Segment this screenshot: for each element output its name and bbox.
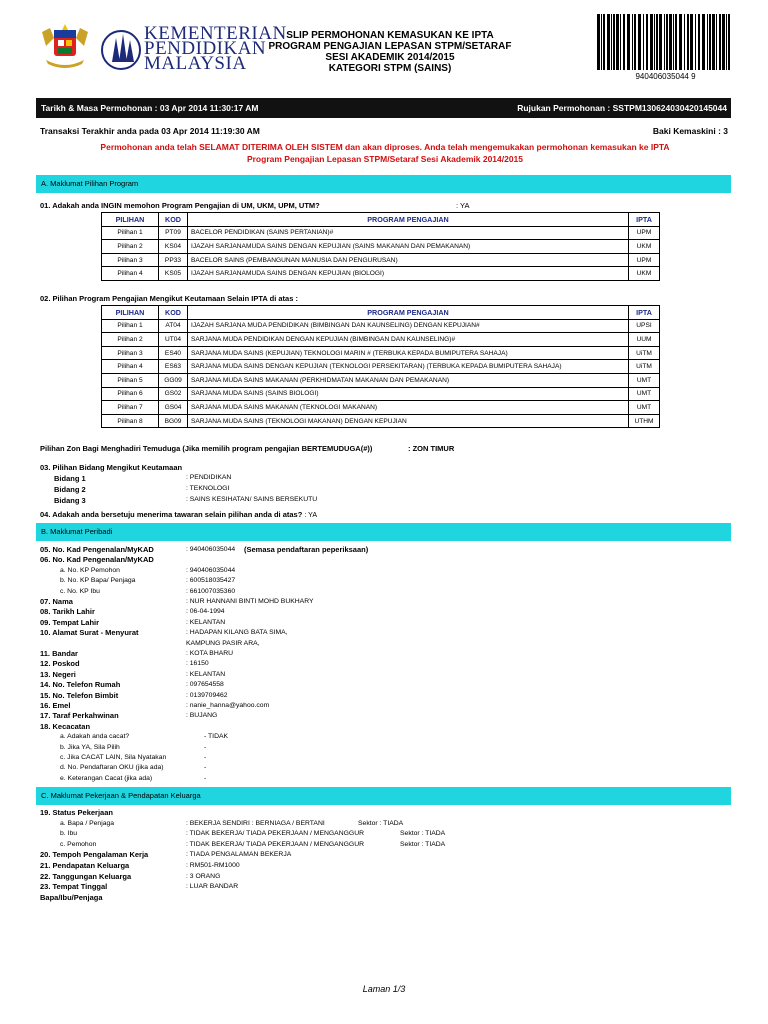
- field-value: : 3 ORANG: [186, 872, 221, 880]
- field-label: 09. Tempat Lahir: [40, 617, 100, 627]
- cell-ipta: UMT: [629, 387, 660, 401]
- cell-kod: KS04: [159, 240, 188, 254]
- title-line-4: KATEGORI STPM (SAINS): [328, 63, 452, 74]
- field-label: 05. No. Kad Pengenalan/MyKAD: [40, 545, 154, 554]
- barcode-bar: [698, 14, 700, 70]
- barcode-bar: [603, 14, 605, 70]
- barcode-bar: [659, 14, 662, 70]
- section-c-header: [36, 787, 731, 805]
- field-label: 16. Emel: [40, 701, 71, 710]
- question-01: [40, 201, 320, 210]
- field-value: : RM501-RM1000: [186, 862, 240, 869]
- question-03: 03. Pilihan Bidang Mengikut Keutamaan: [40, 463, 183, 472]
- barcode-bar: [664, 14, 665, 70]
- cell-ipta: UPM: [629, 253, 660, 267]
- cell-program: SARJANA MUDA PENDIDIKAN DENGAN KEPUJIAN (BIMBINGAN DAN KAUNSELING)#: [188, 333, 629, 347]
- cell-ipta: UTHM: [629, 414, 660, 428]
- title-line-1: SLIP PERMOHONAN KEMASUKAN KE IPTA: [286, 30, 494, 41]
- field-value: - TIDAK: [204, 733, 229, 741]
- barcode-bar: [650, 14, 653, 70]
- field-label: 13. Negeri: [40, 669, 76, 679]
- section-c-title: C. Maklumat Pekerjaan & Pendapatan Keluarga: [41, 791, 201, 800]
- malaysia-coat-of-arms-icon: [36, 24, 94, 70]
- barcode-bar: [646, 14, 648, 70]
- barcode-bar: [638, 14, 641, 70]
- field-value: : 097654558: [186, 681, 224, 689]
- barcode-icon: [595, 14, 733, 70]
- col-program: PROGRAM PENGAJIAN: [188, 306, 629, 320]
- barcode-bar: [654, 14, 655, 70]
- field-value: : nanie_hanna@yahoo.com: [186, 702, 270, 709]
- barcode-bar: [656, 14, 658, 70]
- table-row: [102, 360, 660, 374]
- barcode-bar: [673, 14, 674, 70]
- cell-pilihan: Pilihan 8: [102, 414, 159, 428]
- cell-kod: GS04: [159, 401, 188, 415]
- table-row: [102, 373, 660, 387]
- cell-program: SARJANA MUDA SAINS (KEPUJIAN) TEKNOLOGI MARIN # (TERBUKA KEPADA BUMIPUTERA SAHAJA): [188, 346, 629, 360]
- barcode-bar: [726, 14, 727, 70]
- field-sektor: Sektor : TIADA: [400, 830, 446, 838]
- field-label: 07. Nama: [40, 597, 73, 606]
- page-header: [0, 0, 768, 95]
- field-value: : TIDAK BEKERJA/ TIADA PEKERJAAN / MENGANGGUR: [186, 830, 365, 838]
- field-label: 21. Pendapatan Keluarga: [40, 861, 130, 870]
- cell-pilihan: Pilihan 3: [102, 346, 159, 360]
- logo-line-2: PENDIDIKAN: [144, 38, 267, 59]
- barcode-bar: [627, 14, 630, 70]
- barcode-bar: [684, 14, 685, 70]
- cell-program: IJAZAH SARJANA MUDA PENDIDIKAN (BIMBINGAN DAN KAUNSELING) DENGAN KEPUJIAN#: [188, 319, 629, 333]
- zon-label: Pilihan Zon Bagi Menghadiri Temuduga (Jika memilih program pengajian BERTEMUDUGA(#)): [40, 444, 373, 453]
- cell-ipta: UMT: [629, 373, 660, 387]
- field-value: : 16150: [186, 660, 209, 668]
- field-value: : 600518035427: [186, 577, 236, 585]
- field-sublabel: c. No. KP Ibu: [60, 587, 100, 595]
- barcode-bar: [623, 14, 625, 70]
- bidang-value: : TEKNOLOGI: [186, 485, 230, 492]
- cell-kod: KS05: [159, 267, 188, 281]
- question-04: [40, 510, 317, 519]
- barcode-bar: [597, 14, 600, 70]
- barcode-bar: [722, 14, 725, 70]
- bidang-label: Bidang 2: [54, 485, 86, 494]
- field-value: : TIDAK BEKERJA/ TIADA PEKERJAAN / MENGANGGUR: [186, 840, 365, 848]
- cell-program: SARJANA MUDA SAINS MAKANAN (PERKHIDMATAN MAKANAN DAN PEMAKANAN): [188, 373, 629, 387]
- field-label: 10. Alamat Surat - Menyurat: [40, 628, 139, 638]
- field-value: : KOTA BHARU: [186, 650, 234, 657]
- field-value: -: [204, 743, 207, 751]
- title-line-2: PROGRAM PENGAJIAN LEPASAN STPM/SETARAF: [268, 41, 512, 52]
- field-label: 19. Status Pekerjaan: [40, 808, 113, 817]
- kpm-logo-icon: [100, 26, 142, 74]
- cell-program: IJAZAH SARJANAMUDA SAINS DENGAN KEPUJIAN (BIOLOGI): [188, 267, 629, 281]
- last-transaction: Transaksi Terakhir anda pada 03 Apr 2014 11:19:30 AM: [40, 126, 260, 136]
- application-datetime: Tarikh & Masa Permohonan : 03 Apr 2014 11:30:17 AM: [41, 103, 259, 113]
- cell-ipta: UKM: [629, 267, 660, 281]
- zon-value: : ZON TIMUR: [408, 444, 455, 453]
- cell-program: BACELOR PENDIDIKAN (SAINS PERTANIAN)#: [188, 226, 629, 240]
- table-row: [102, 333, 660, 347]
- field-label: 23. Tempat Tinggal: [40, 882, 108, 892]
- cell-kod: BG09: [159, 414, 188, 428]
- barcode-bar: [695, 14, 696, 70]
- cell-pilihan: Pilihan 4: [102, 360, 159, 374]
- field-value: KAMPUNG PASIR ARA,: [186, 639, 260, 647]
- barcode-bar: [675, 14, 677, 70]
- field-label: 14. No. Telefon Rumah: [40, 680, 121, 690]
- barcode-bar: [620, 14, 621, 70]
- table-header-row: [102, 306, 660, 320]
- cell-ipta: UiTM: [629, 360, 660, 374]
- application-info-bar: [36, 98, 731, 118]
- field-value: -: [204, 764, 207, 772]
- field-sublabel: c. Pemohon: [60, 840, 97, 848]
- question-01-text: 01. Adakah anda INGIN memohon Program Pengajian di UM, UKM, UPM, UTM?: [40, 201, 320, 210]
- section-a-title: A. Maklumat Pilihan Program: [41, 179, 139, 188]
- barcode-bar: [719, 14, 721, 70]
- field-sublabel: b. Jika YA, Sila Pilih: [60, 743, 120, 751]
- field-value: : TIADA PENGALAMAN BEKERJA: [186, 851, 292, 859]
- field-value: : 661007035360: [186, 587, 236, 595]
- field-label: 22. Tanggungan Keluarga: [40, 871, 132, 881]
- field-sektor: Sektor : TIADA: [358, 819, 404, 827]
- field-label: 06. No. Kad Pengenalan/MyKAD: [40, 555, 154, 565]
- cell-program: SARJANA MUDA SAINS DENGAN KEPUJIAN (TEKNOLOGI PERSEKITARAN) (TERBUKA KEPADA BUMIPUTERA SAHAJA): [188, 360, 629, 374]
- barcode-bar: [607, 14, 610, 70]
- question-02: 02. Pilihan Program Pengajian Mengikut Keutamaan Selain IPTA di atas :: [40, 294, 298, 303]
- cell-program: BACELOR SAINS (PEMBANGUNAN MANUSIA DAN PENGURUSAN): [188, 253, 629, 267]
- field-label: Bapa/Ibu/Penjaga: [40, 892, 103, 902]
- cell-kod: GS02: [159, 387, 188, 401]
- cell-program: IJAZAH SARJANAMUDA SAINS DENGAN KEPUJIAN (SAINS MAKANAN DAN PEMAKANAN): [188, 240, 629, 254]
- field-value: : BEKERJA SENDIRI : BERNIAGA / BERTANI: [186, 819, 325, 827]
- field-sektor: Sektor : TIADA: [400, 840, 446, 848]
- question-04-answer: : YA: [304, 512, 317, 519]
- cell-ipta: UPSI: [629, 319, 660, 333]
- field-label: 20. Tempoh Pengalaman Kerja: [40, 850, 149, 860]
- table-header-row: [102, 213, 660, 227]
- bidang-label: Bidang 1: [54, 474, 86, 483]
- cell-kod: GG09: [159, 373, 188, 387]
- table-row: [102, 346, 660, 360]
- col-program: PROGRAM PENGAJIAN: [188, 213, 629, 227]
- logo-line-3: MALAYSIA: [144, 53, 247, 74]
- notice-line-1: Permohonan anda telah SELAMAT DITERIMA OLEH SISTEM dan akan diproses. Anda telah mengemukakan permohonan kemasukan ke IPTA: [100, 142, 670, 152]
- field-sublabel: c. Jika CACAT LAIN, Sila Nyatakan: [60, 754, 167, 761]
- page-number: Laman 1/3: [362, 984, 406, 994]
- cell-kod: ES63: [159, 360, 188, 374]
- cell-pilihan: Pilihan 5: [102, 373, 159, 387]
- table-row: [102, 387, 660, 401]
- field-sublabel: d. No. Pendaftaran OKU (jika ada): [60, 764, 164, 772]
- section-b-header: [36, 523, 731, 541]
- barcode-bar: [687, 14, 689, 70]
- application-reference: Rujukan Permohonan : SSTPM130624030420145044: [517, 103, 727, 113]
- success-notice: [60, 141, 710, 165]
- field-sublabel: b. Ibu: [60, 830, 78, 838]
- field-value: : 06-04-1994: [186, 608, 225, 616]
- table-row: [102, 319, 660, 333]
- barcode-bar: [716, 14, 717, 70]
- barcode-bar: [601, 14, 602, 70]
- field-value: : KELANTAN: [186, 670, 226, 678]
- cell-pilihan: Pilihan 1: [102, 226, 159, 240]
- barcode-bar: [709, 14, 711, 70]
- barcode-bar: [728, 14, 730, 70]
- cell-ipta: UKM: [629, 240, 660, 254]
- cell-pilihan: Pilihan 1: [102, 319, 159, 333]
- barcode-bar: [634, 14, 636, 70]
- cell-ipta: UiTM: [629, 346, 660, 360]
- field-sublabel: a. Adakah anda cacat?: [60, 733, 130, 741]
- table-row: [102, 240, 660, 254]
- table-row: [102, 401, 660, 415]
- barcode-bar: [643, 14, 644, 70]
- field-sublabel: a. Bapa / Penjaga: [60, 819, 115, 827]
- field-value: : 940406035044: [186, 566, 236, 574]
- cell-ipta: UPM: [629, 226, 660, 240]
- col-kod: KOD: [159, 213, 188, 227]
- barcode-bar: [611, 14, 612, 70]
- field-value: : LUAR BANDAR: [186, 883, 239, 891]
- barcode-bar: [613, 14, 615, 70]
- notice-line-2: Program Pengajian Lepasan STPM/Setaraf Sesi Akademik 2014/2015: [246, 154, 524, 164]
- col-pilihan: PILIHAN: [102, 213, 159, 227]
- field-sublabel: a. No. KP Pemohon: [60, 566, 120, 574]
- field-value: : HADAPAN KILANG BATA SIMA,: [186, 629, 288, 637]
- slip-title: [240, 30, 540, 74]
- bidang-value: : SAINS KESIHATAN/ SAINS BERSEKUTU: [186, 496, 318, 503]
- cell-ipta: UMT: [629, 401, 660, 415]
- program-table-other: [101, 305, 660, 428]
- field-value: -: [204, 774, 207, 782]
- bidang-value: : PENDIDIKAN: [186, 474, 232, 481]
- table-row: [102, 226, 660, 240]
- table-row: [102, 267, 660, 281]
- cell-program: SARJANA MUDA SAINS (TEKNOLOGI MAKANAN) DENGAN KEPUJIAN: [188, 414, 629, 428]
- cell-kod: PT09: [159, 226, 188, 240]
- field-sublabel: e. Keterangan Cacat (jika ada): [60, 774, 153, 782]
- field-label: 15. No. Telefon Bimbit: [40, 690, 119, 700]
- cell-pilihan: Pilihan 3: [102, 253, 159, 267]
- section-b-title: B. Maklumat Peribadi: [41, 527, 113, 536]
- cell-pilihan: Pilihan 7: [102, 401, 159, 415]
- cell-pilihan: Pilihan 2: [102, 333, 159, 347]
- program-table-ipta: [101, 212, 660, 281]
- table-row: [102, 414, 660, 428]
- cell-pilihan: Pilihan 2: [102, 240, 159, 254]
- barcode-bar: [666, 14, 668, 70]
- col-kod: KOD: [159, 306, 188, 320]
- question-01-answer: : YA: [456, 201, 470, 210]
- section-a-header: [36, 175, 731, 193]
- cell-kod: AT04: [159, 319, 188, 333]
- field-value: : NUR HANNANI BINTI MOHD BUKHARY: [186, 598, 314, 605]
- cell-kod: PP33: [159, 253, 188, 267]
- cell-pilihan: Pilihan 4: [102, 267, 159, 281]
- cell-ipta: UUM: [629, 333, 660, 347]
- cell-kod: ES40: [159, 346, 188, 360]
- table-row: [102, 253, 660, 267]
- cell-program: SARJANA MUDA SAINS MAKANAN (TEKNOLOGI MAKANAN): [188, 401, 629, 415]
- question-04-text: 04. Adakah anda bersetuju menerima tawaran selain pilihan anda di atas?: [40, 510, 303, 519]
- field-value: : 0139709462: [186, 691, 228, 699]
- col-ipta: IPTA: [629, 306, 660, 320]
- field-value: : KELANTAN: [186, 618, 226, 626]
- field-label: 11. Bandar: [40, 649, 78, 658]
- bidang-label: Bidang 3: [54, 496, 86, 505]
- field-value: : BUJANG: [186, 712, 218, 720]
- title-line-3: SESI AKADEMIK 2014/2015: [325, 52, 455, 63]
- cell-pilihan: Pilihan 6: [102, 387, 159, 401]
- barcode-bar: [669, 14, 672, 70]
- field-label: 12. Poskod: [40, 659, 80, 669]
- field-value: -: [204, 754, 207, 761]
- barcode-number: 940406035044 9: [635, 72, 696, 81]
- field-label: 08. Tarikh Lahir: [40, 607, 95, 617]
- field-sublabel: b. No. KP Bapa/ Penjaga: [60, 577, 136, 585]
- col-pilihan: PILIHAN: [102, 306, 159, 320]
- cell-kod: UT04: [159, 333, 188, 347]
- col-ipta: IPTA: [629, 213, 660, 227]
- field-label: 18. Kecacatan: [40, 721, 91, 731]
- barcode-bar: [679, 14, 682, 70]
- barcode-bar: [616, 14, 619, 70]
- field-note: (Semasa pendaftaran peperiksaan): [244, 545, 369, 554]
- barcode-bar: [632, 14, 633, 70]
- cell-program: SARJANA MUDA SAINS (SAINS BIOLOGI): [188, 387, 629, 401]
- remaining-updates: Baki Kemaskini : 3: [652, 126, 728, 136]
- barcode-bar: [702, 14, 705, 70]
- barcode-bar: [707, 14, 708, 70]
- field-label: 17. Taraf Perkahwinan: [40, 711, 119, 721]
- barcode-bar: [712, 14, 715, 70]
- field-value: : 940406035044: [186, 546, 236, 553]
- barcode-bar: [690, 14, 693, 70]
- logo-line-1: KEMENTERIAN: [144, 23, 287, 44]
